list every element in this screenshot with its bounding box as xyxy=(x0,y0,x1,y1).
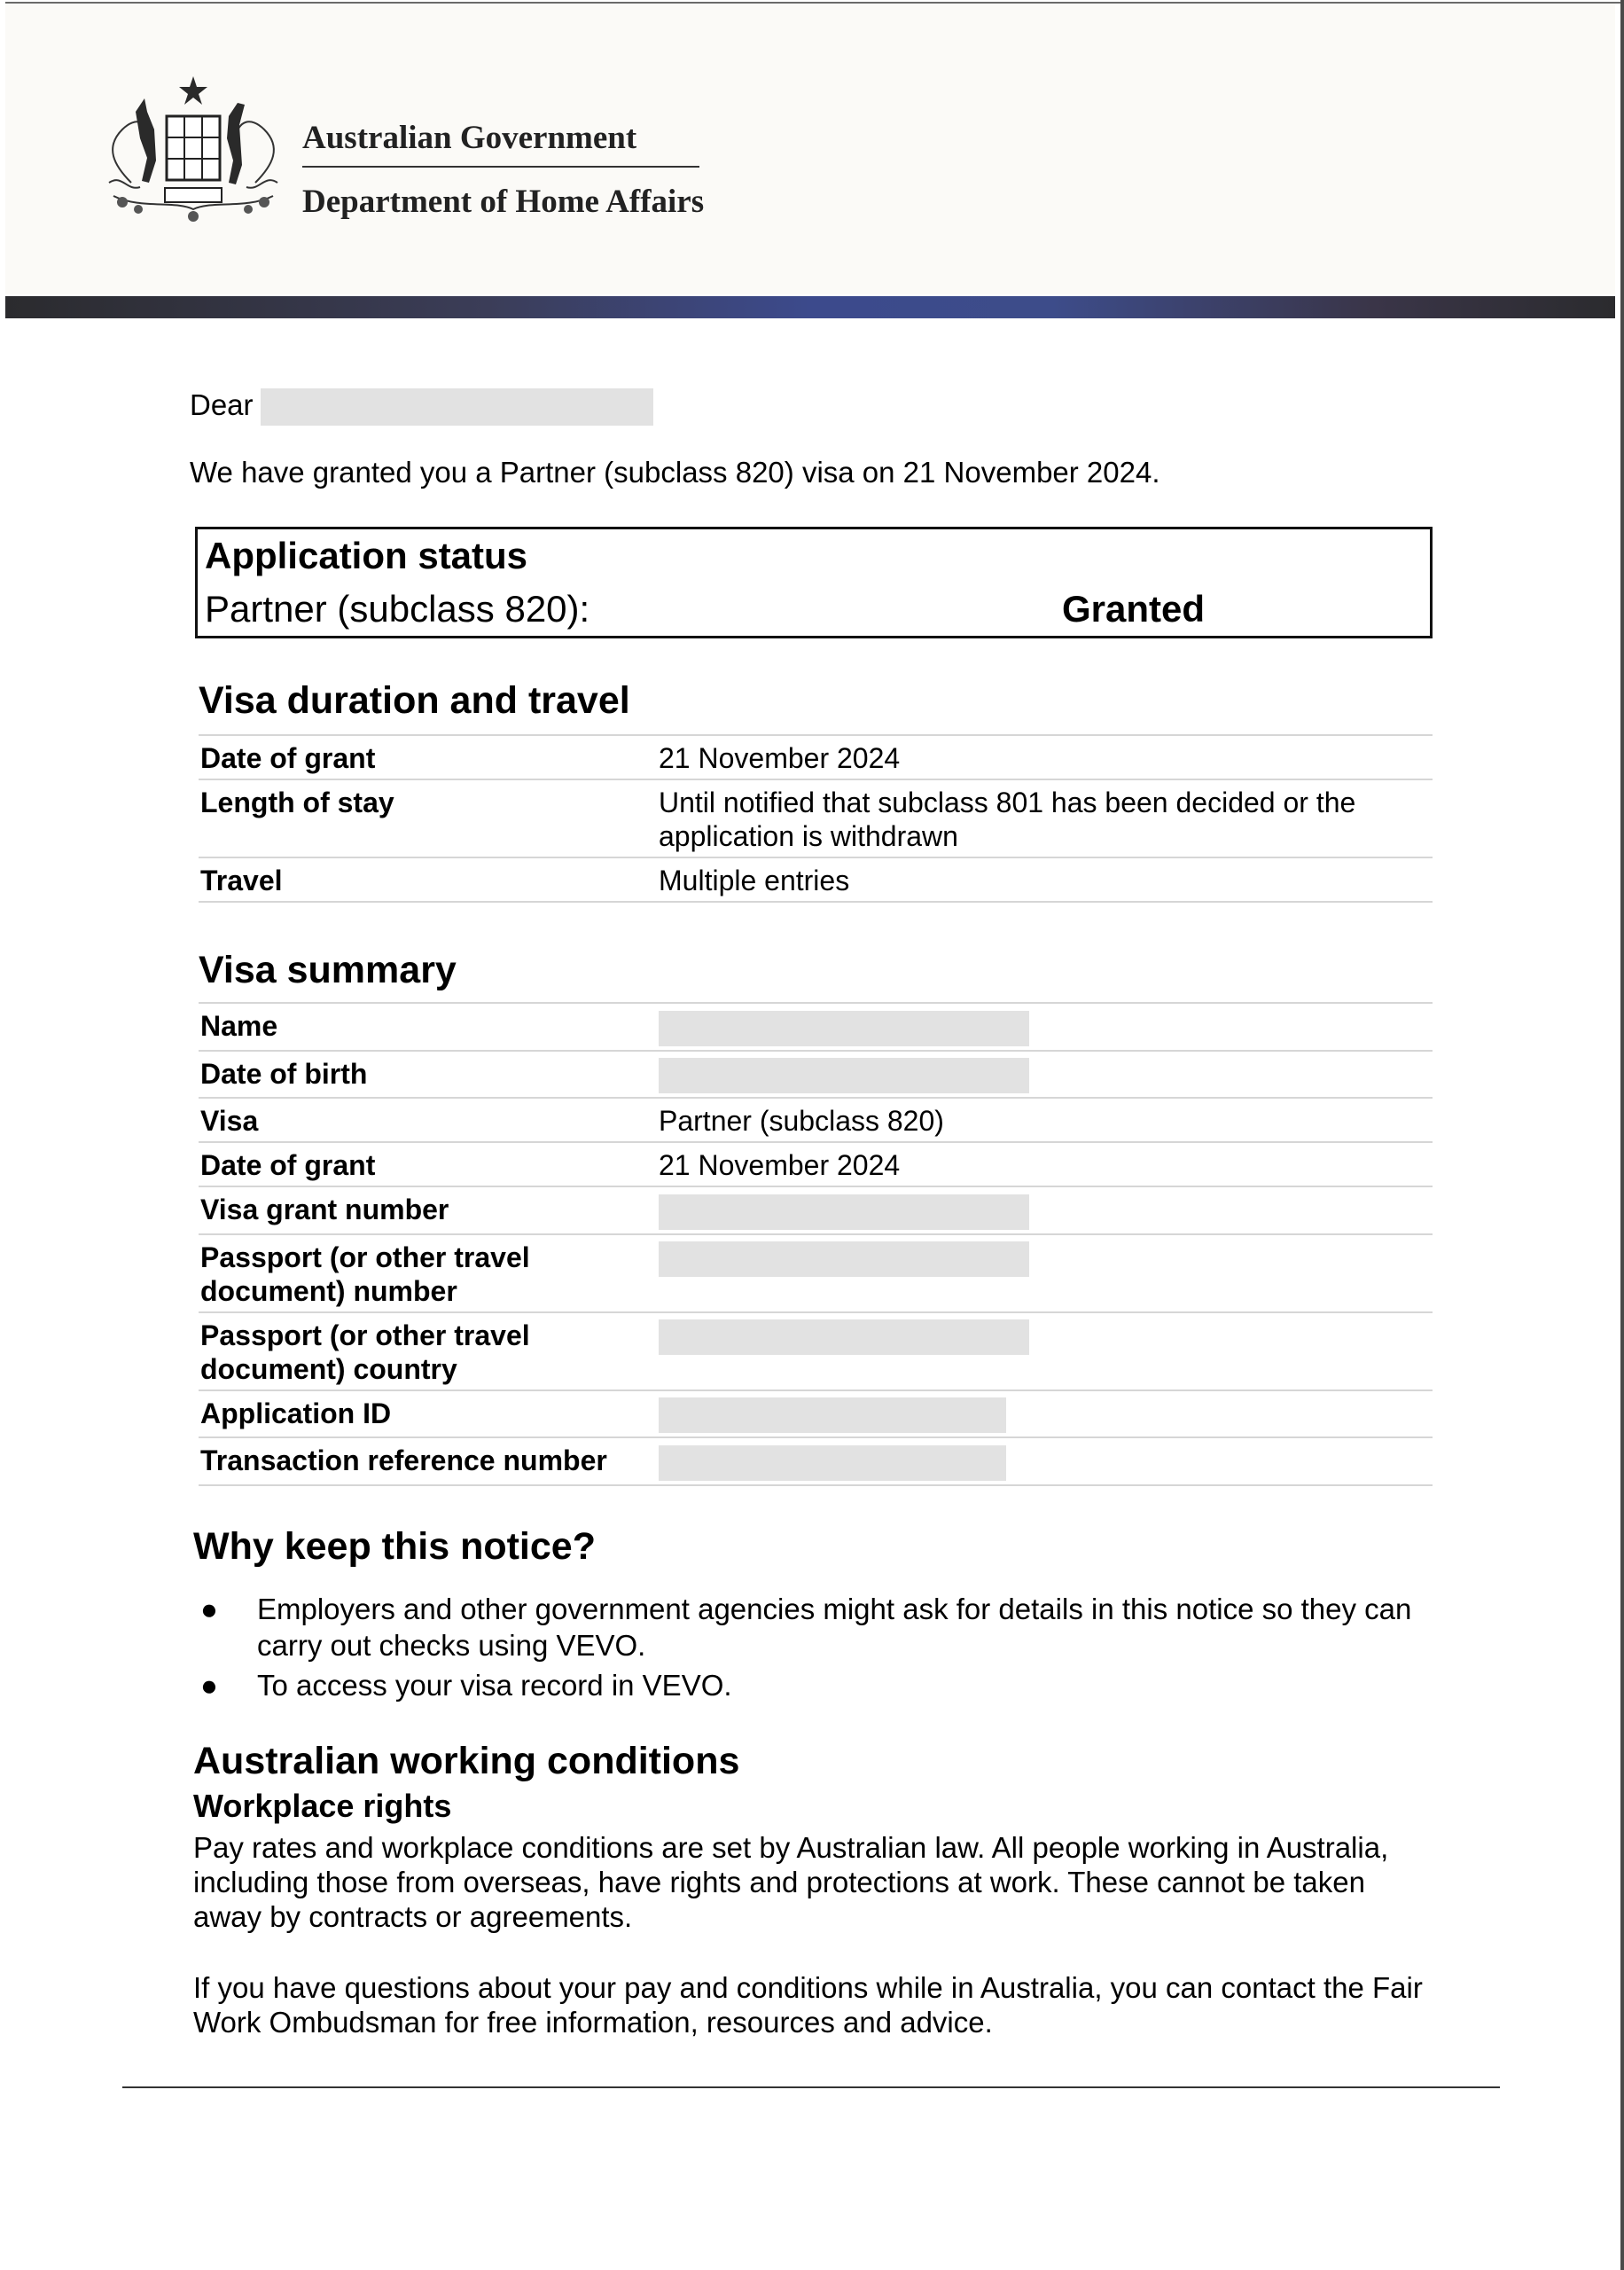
application-status-value: Granted xyxy=(1062,588,1206,630)
department-name: Department of Home Affairs xyxy=(302,184,705,220)
row-value: Until notified that subclass 801 has been decided or the application is withdrawn xyxy=(659,779,1433,857)
letterhead-divider xyxy=(302,166,699,168)
why-keep-heading: Why keep this notice? xyxy=(193,1525,596,1568)
table-row xyxy=(199,1051,1433,1099)
list-item-text: Employers and other government agencies might ask for details in this notice so they can carry out checks using VEVO. xyxy=(257,1593,1412,1662)
header-color-band xyxy=(5,296,1615,318)
table-row xyxy=(199,1437,1433,1485)
visa-summary-heading: Visa summary xyxy=(199,949,457,991)
row-key: Date of grant xyxy=(199,1142,659,1186)
row-key: Visa xyxy=(199,1098,659,1142)
table-row xyxy=(199,779,1433,857)
redacted-passport-country xyxy=(659,1319,1029,1355)
salutation-text: Dear xyxy=(190,388,254,421)
row-key: Application ID xyxy=(199,1390,659,1438)
letterhead xyxy=(5,4,1615,294)
row-key: Transaction reference number xyxy=(199,1437,659,1485)
page-edge-shadow xyxy=(1620,0,1624,2270)
table-row xyxy=(199,1098,1433,1142)
row-value: Multiple entries xyxy=(659,857,1433,902)
row-key: Passport (or other travel document) number xyxy=(199,1234,659,1312)
row-value xyxy=(659,1003,1433,1051)
list-item xyxy=(193,1591,1434,1663)
table-row xyxy=(199,1234,1433,1312)
table-row xyxy=(199,1142,1433,1186)
bullet-icon: ● xyxy=(200,1669,218,1702)
row-key: Length of stay xyxy=(199,779,659,857)
bullet-icon: ● xyxy=(200,1593,218,1625)
row-value xyxy=(659,1186,1433,1234)
visa-grant-notice-page xyxy=(5,2,1620,2270)
row-value xyxy=(659,1437,1433,1485)
row-key: Passport (or other travel document) country xyxy=(199,1312,659,1390)
redacted-name xyxy=(659,1011,1029,1046)
why-keep-list xyxy=(193,1591,1434,1707)
visa-duration-table xyxy=(199,734,1433,903)
redacted-recipient-name xyxy=(261,388,653,426)
salutation xyxy=(190,388,653,426)
grant-intro-text: We have granted you a Partner (subclass 820) visa on 21 November 2024. xyxy=(190,456,1160,489)
application-status-box xyxy=(195,527,1433,638)
application-status-title: Application status xyxy=(205,535,528,576)
visa-duration-heading: Visa duration and travel xyxy=(199,679,630,722)
visa-summary-table xyxy=(199,1002,1433,1486)
table-row xyxy=(199,1390,1433,1438)
row-value: 21 November 2024 xyxy=(659,1142,1433,1186)
redacted-transaction-reference xyxy=(659,1445,1006,1481)
row-key: Date of grant xyxy=(199,735,659,779)
redacted-visa-grant-number xyxy=(659,1194,1029,1230)
row-value xyxy=(659,1390,1433,1438)
workplace-rights-paragraph: Pay rates and workplace conditions are set by Australian law. All people working in Australia, including those from overseas, have rights and protections at work. These cannot be taken away by contracts or agreements. xyxy=(193,1831,1389,1933)
row-value: Partner (subclass 820) xyxy=(659,1098,1433,1142)
fair-work-paragraph: If you have questions about your pay and conditions while in Australia, you can contact the Fair Work Ombudsman for free information, resources and advice. xyxy=(193,1971,1423,2039)
row-value xyxy=(659,1234,1433,1312)
row-key: Date of birth xyxy=(199,1051,659,1099)
coat-of-arms-icon xyxy=(96,76,291,223)
org-name: Australian Government xyxy=(302,120,637,156)
row-key: Name xyxy=(199,1003,659,1051)
redacted-date-of-birth xyxy=(659,1058,1029,1093)
table-row xyxy=(199,1186,1433,1234)
application-status-label: Partner (subclass 820): xyxy=(205,588,590,630)
working-conditions-heading: Australian working conditions xyxy=(193,1740,740,1782)
row-value xyxy=(659,1051,1433,1099)
table-row xyxy=(199,735,1433,779)
row-key: Visa grant number xyxy=(199,1186,659,1234)
list-item-text: To access your visa record in VEVO. xyxy=(257,1669,732,1702)
table-row xyxy=(199,1003,1433,1051)
table-row xyxy=(199,857,1433,902)
table-row xyxy=(199,1312,1433,1390)
redacted-passport-number xyxy=(659,1241,1029,1277)
footer-divider xyxy=(122,2086,1500,2088)
row-value: 21 November 2024 xyxy=(659,735,1433,779)
redacted-application-id xyxy=(659,1397,1006,1433)
row-key: Travel xyxy=(199,857,659,902)
row-value xyxy=(659,1312,1433,1390)
list-item xyxy=(193,1667,1434,1703)
workplace-rights-subheading: Workplace rights xyxy=(193,1788,452,1824)
